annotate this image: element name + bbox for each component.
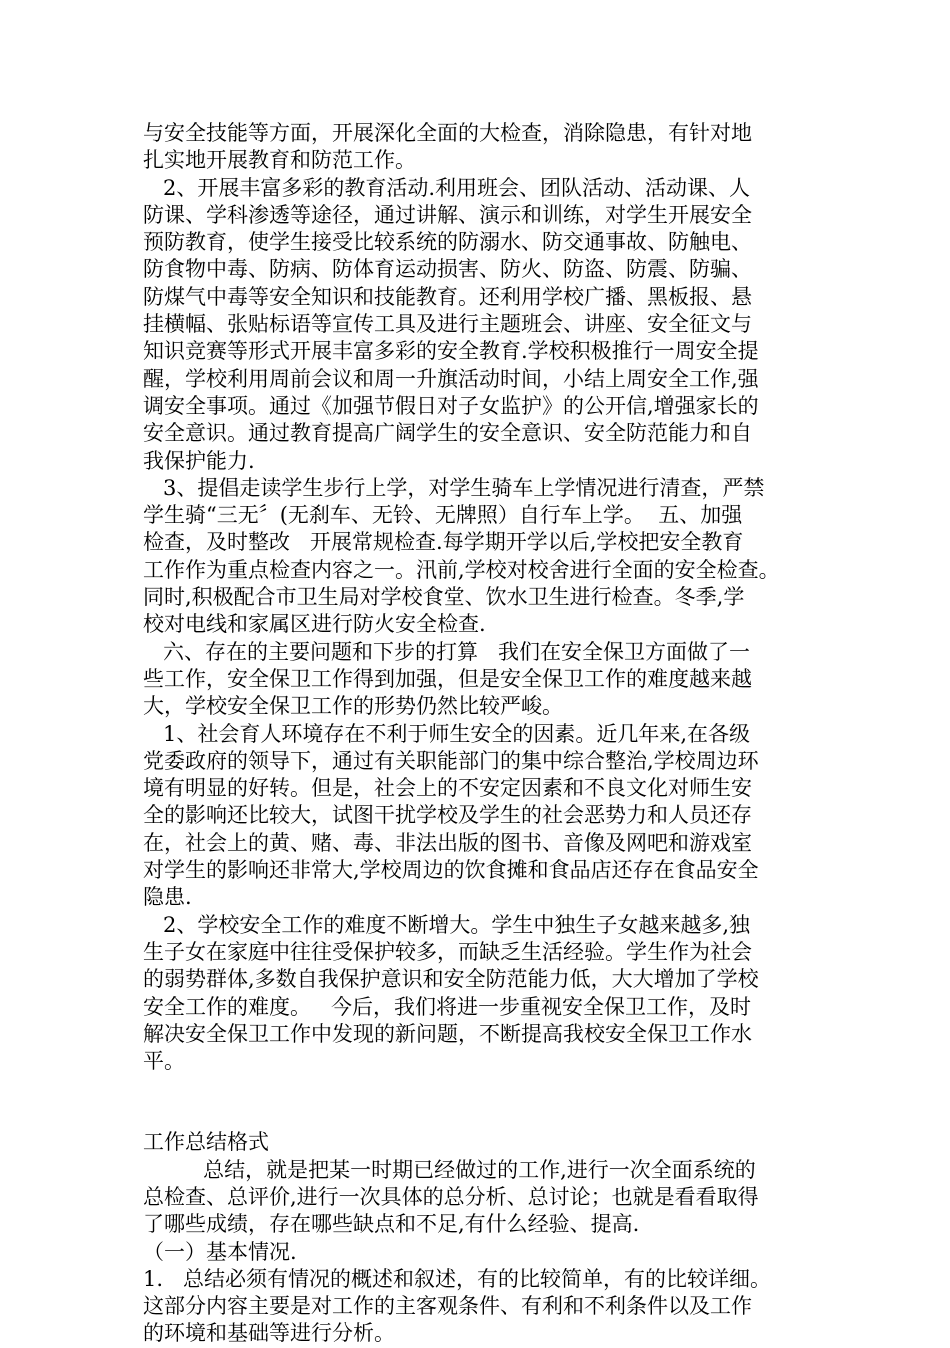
paragraph-line: 平。 bbox=[143, 1049, 185, 1074]
paragraph-line: 与安全技能等方面，开展深化全面的大检查，消除隐患，有针对地 bbox=[143, 121, 752, 145]
paragraph-line: 3、提倡走读学生步行上学，对学生骑车上学情况进行清查，严禁 bbox=[143, 475, 765, 500]
paragraph-line: 工作作为重点检查内容之一。汛前,学校对校舍进行全面的安全检查。 bbox=[143, 557, 780, 582]
paragraph-line: 挂横幅、张贴标语等宣传工具及进行主题班会、讲座、安全征文与 bbox=[143, 312, 752, 337]
paragraph-line: 防食物中毒、防病、防体育运动损害、防火、防盗、防震、防骗、 bbox=[143, 257, 752, 282]
section-gap bbox=[143, 1075, 823, 1129]
paragraph-line: 解决安全保卫工作中发现的新问题，不断提高我校安全保卫工作水 bbox=[143, 1021, 752, 1046]
summary-line: 1. 总结必须有情况的概述和叙述，有的比较简单，有的比较详细。 bbox=[143, 1266, 772, 1291]
paragraph-line: 隐患. bbox=[143, 885, 192, 910]
paragraph-line: 安全工作的难度。 今后，我们将进一步重视安全保卫工作，及时 bbox=[143, 994, 752, 1019]
paragraph-line: 我保护能力. bbox=[143, 448, 255, 473]
paragraph-line: 同时,积极配合市卫生局对学校食堂、饮水卫生进行检查。冬季,学 bbox=[143, 585, 745, 610]
paragraph-line: 预防教育，使学生接受比较系统的防溺水、防交通事故、防触电、 bbox=[143, 230, 752, 255]
summary-line: 总检查、总评价,进行一次具体的总分析、总讨论；也就是看看取得 bbox=[143, 1184, 759, 1209]
paragraph-line: 知识竞赛等形式开展丰富多彩的安全教育.学校积极推行一周安全提 bbox=[143, 339, 759, 364]
document-body bbox=[143, 120, 823, 1348]
summary-line: （一）基本情况. bbox=[143, 1239, 297, 1264]
paragraph-line: 1、社会育人环境存在不利于师生安全的因素。近几年来,在各级 bbox=[143, 721, 751, 746]
summary-line: 了哪些成绩，存在哪些缺点和不足,有什么经验、提高. bbox=[143, 1212, 640, 1237]
paragraph-line: 扎实地开展教育和防范工作。 bbox=[143, 148, 416, 173]
section-safety-work bbox=[143, 120, 823, 1075]
paragraph-line: 在，社会上的黄、赌、毒、非法出版的图书、音像及网吧和游戏室 bbox=[143, 830, 752, 855]
paragraph-line: 对学生的影响还非常大,学校周边的饮食摊和食品店还存在食品安全 bbox=[143, 858, 759, 883]
paragraph-line: 大，学校安全保卫工作的形势仍然比较严峻。 bbox=[143, 694, 563, 719]
section-summary-format bbox=[143, 1129, 823, 1347]
paragraph-line: 校对电线和家属区进行防火安全检查. bbox=[143, 612, 486, 637]
summary-line: 工作总结格式 bbox=[143, 1130, 269, 1155]
paragraph-line: 境有明显的好转。但是，社会上的不安定因素和不良文化对师生安 bbox=[143, 776, 752, 801]
paragraph-line: 六、存在的主要问题和下步的打算 我们在安全保卫方面做了一 bbox=[143, 639, 751, 664]
paragraph-line: 党委政府的领导下，通过有关职能部门的集中综合整治,学校周边环 bbox=[143, 748, 759, 773]
paragraph-line: 学生骑“三无〞(无刹车、无铃、无牌照）自行车上学。 五、加强 bbox=[143, 503, 743, 528]
paragraph-line: 检查，及时整改 开展常规检查.每学期开学以后,学校把安全教育 bbox=[143, 530, 744, 555]
paragraph-line: 2、学校安全工作的难度不断增大。学生中独生子女越来越多,独 bbox=[143, 912, 751, 937]
paragraph-line: 全的影响还比较大，试图干扰学校及学生的社会恶势力和人员还存 bbox=[143, 803, 752, 828]
paragraph-line: 防课、学科渗透等途径，通过讲解、演示和训练，对学生开展安全 bbox=[143, 202, 752, 227]
paragraph-line: 2、开展丰富多彩的教育活动.利用班会、团队活动、活动课、人 bbox=[143, 175, 751, 200]
paragraph-line: 生子女在家庭中往往受保护较多，而缺乏生活经验。学生作为社会 bbox=[143, 939, 752, 964]
paragraph-line: 安全意识。通过教育提高广阔学生的安全意识、安全防范能力和自 bbox=[143, 421, 752, 446]
paragraph-line: 防煤气中毒等安全知识和技能教育。还利用学校广播、黑板报、悬 bbox=[143, 284, 752, 309]
paragraph-line: 的弱势群体,多数自我保护意识和安全防范能力低，大大增加了学校 bbox=[143, 967, 759, 992]
summary-line: 总结，就是把某一时期已经做过的工作,进行一次全面系统的 bbox=[143, 1157, 756, 1182]
paragraph-line: 调安全事项。通过《加强节假日对子女监护》的公开信,增强家长的 bbox=[143, 393, 759, 418]
summary-line: 的环境和基础等进行分析。 bbox=[143, 1321, 395, 1346]
paragraph-line: 些工作，安全保卫工作得到加强，但是安全保卫工作的难度越来越 bbox=[143, 666, 752, 691]
paragraph-line: 醒，学校利用周前会议和周一升旗活动时间，小结上周安全工作,强 bbox=[143, 366, 759, 391]
summary-line: 这部分内容主要是对工作的主客观条件、有利和不利条件以及工作 bbox=[143, 1294, 752, 1319]
